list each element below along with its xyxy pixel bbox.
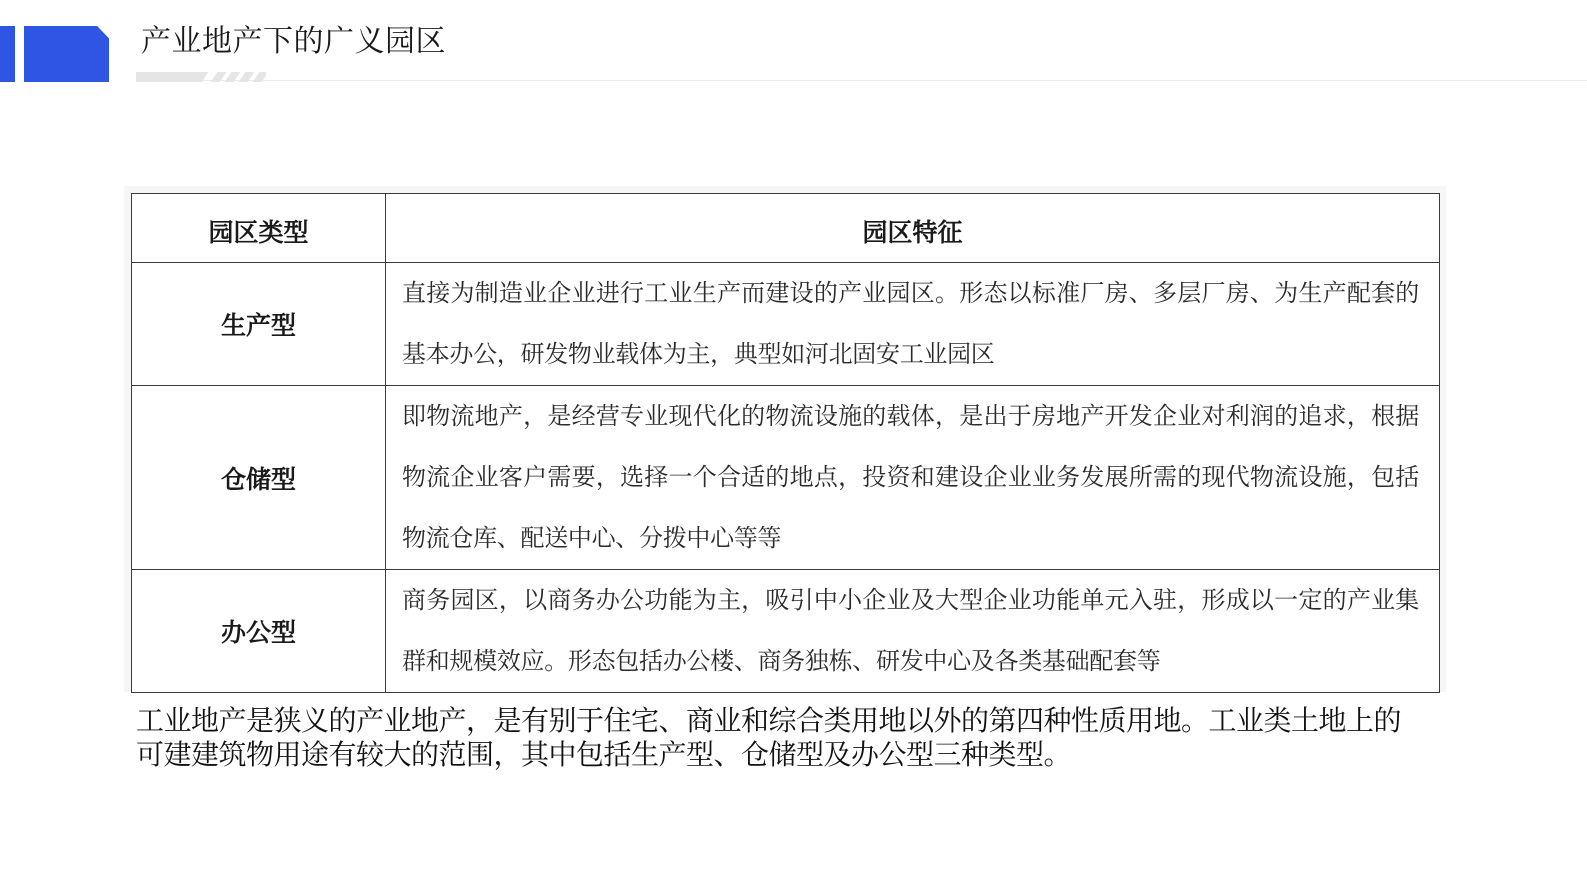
row-type-storage: 仓储型 (132, 386, 386, 570)
stripe (252, 72, 266, 82)
row-type-production: 生产型 (132, 263, 386, 386)
header-park-type: 园区类型 (132, 194, 386, 263)
header-accent-strip (0, 26, 15, 82)
stripe-bar (136, 72, 208, 82)
table-row (132, 570, 1440, 693)
table-row (132, 263, 1440, 386)
table-row (132, 386, 1440, 570)
header-decorative-stripes (136, 72, 266, 82)
row-type-office: 办公型 (132, 570, 386, 693)
table-header-row (132, 194, 1440, 263)
row-description-storage: 即物流地产，是经营专业现代化的物流设施的载体，是出于房地产开发企业对利润的追求，根据物流企业客户需要，选择一个合适的地点，投资和建设企业业务发展所需的现代物流设施，包括物流仓库、配送中心、分拨中心等等 (386, 386, 1440, 570)
page-title: 产业地产下的广义园区 (141, 24, 446, 59)
park-types-table (131, 193, 1440, 693)
header-divider (138, 80, 1587, 81)
row-description-production: 直接为制造业企业进行工业生产而建设的产业园区。形态以标准厂房、多层厂房、为生产配套的基本办公，研发物业载体为主，典型如河北固安工业园区 (386, 263, 1440, 386)
summary-paragraph: 工业地产是狭义的产业地产，是有别于住宅、商业和综合类用地以外的第四种性质用地。工业类土地上的可建建筑物用途有较大的范围，其中包括生产型、仓储型及办公型三种类型。 (136, 704, 1402, 771)
row-description-office: 商务园区，以商务办公功能为主，吸引中小企业及大型企业功能单元入驻，形成以一定的产业集群和规模效应。形态包括办公楼、商务独栋、研发中心及各类基础配套等 (386, 570, 1440, 693)
header-park-feature: 园区特征 (386, 194, 1440, 263)
header-accent-block (24, 26, 109, 82)
